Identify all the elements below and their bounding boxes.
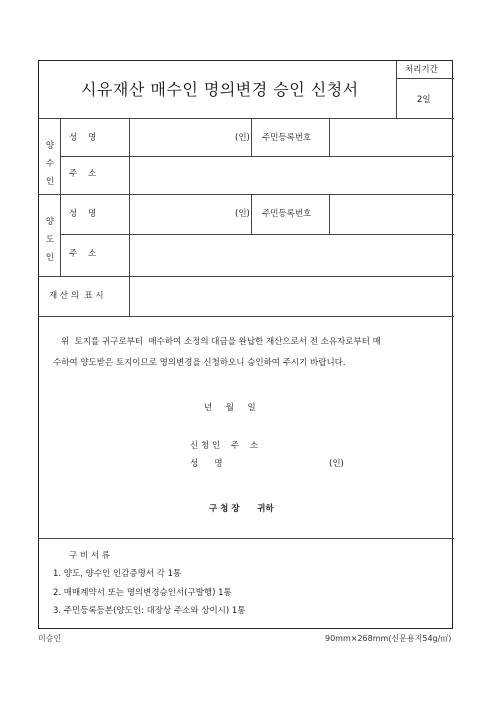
assignee-address-label: 주 소 xyxy=(69,169,97,179)
divider xyxy=(60,118,61,276)
addressee: 구 청 장 귀하 xyxy=(209,504,274,514)
assignor-address-label: 주 소 xyxy=(69,249,97,259)
divider xyxy=(251,118,252,156)
document-item: 1. 양도, 양수인 인감증명서 각 1통 xyxy=(53,569,182,579)
assignee-seal: (인) xyxy=(235,133,250,143)
document-item: 3. 주민등록등본(양도인: 대장상 주소와 상이시) 1통 xyxy=(53,606,246,616)
divider xyxy=(39,316,454,317)
application-form xyxy=(38,60,453,629)
divider xyxy=(329,194,330,234)
divider xyxy=(60,156,454,157)
processing-period-label: 처리기간 xyxy=(405,65,438,75)
divider xyxy=(39,118,454,119)
body-line-2: 수하여 양도받은 토지이므로 명의변경을 신청하오니 승인하여 주시기 바랍니다. xyxy=(53,358,346,368)
assignee-name-label: 성 명 xyxy=(69,133,97,143)
divider xyxy=(396,78,454,79)
assignor-section-label: 양 도 인 xyxy=(45,217,55,263)
applicant-name-label: 성 명 xyxy=(190,459,223,469)
footer-left-note: 미승인 xyxy=(38,634,62,643)
divider xyxy=(39,276,454,277)
assignee-section-label: 양 수 인 xyxy=(45,141,55,187)
application-date: 년 월 일 xyxy=(204,403,256,413)
divider xyxy=(329,118,330,156)
body-line-1: 위 토지를 귀구로부터 매수하여 소정의 대금을 완납한 재산으로서 전 소유자로부터 매 xyxy=(61,337,381,347)
divider xyxy=(129,276,130,316)
form-title: 시유재산 매수인 명의변경 승인 신청서 xyxy=(81,80,359,99)
divider xyxy=(39,538,454,539)
divider xyxy=(396,61,397,118)
documents-header: 구 비 서 류 xyxy=(69,551,110,561)
divider xyxy=(251,194,252,234)
divider xyxy=(129,118,130,276)
assignee-id-label: 주민등록번호 xyxy=(262,133,312,143)
footer-paper-spec: 90mm×268mm(신문용지54g/㎡) xyxy=(325,634,452,643)
applicant-address-label: 신 청 인 주 소 xyxy=(190,441,259,451)
document-item: 2. 매매계약서 또는 명의변경승인서(구발행) 1통 xyxy=(53,588,232,598)
divider xyxy=(60,234,454,235)
applicant-seal: (인) xyxy=(329,459,344,469)
assignor-name-label: 성 명 xyxy=(69,209,97,219)
divider xyxy=(39,194,454,195)
assignor-id-label: 주민등록번호 xyxy=(262,209,312,219)
processing-period-value: 2일 xyxy=(417,95,431,105)
property-label: 재 산 의 표 시 xyxy=(49,291,104,301)
assignor-seal: (인) xyxy=(235,209,250,219)
